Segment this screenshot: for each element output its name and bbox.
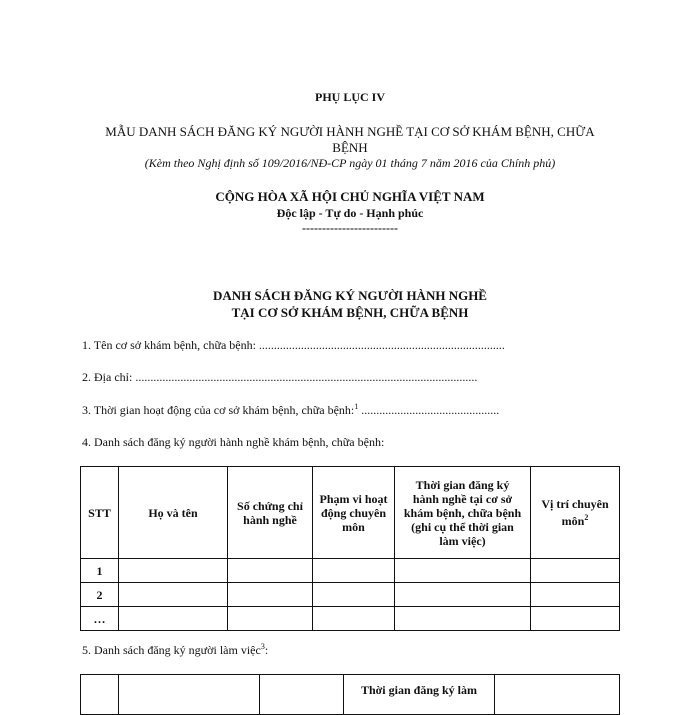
table-cell [531, 607, 620, 631]
table-cell [313, 559, 395, 583]
footnote-ref-3: 3 [260, 642, 265, 651]
header-cell [260, 675, 344, 715]
table-cell [313, 583, 395, 607]
row-number: 1 [81, 559, 119, 583]
table-cell [313, 607, 395, 631]
table-cell [228, 607, 313, 631]
header-cell [81, 675, 119, 715]
table-cell [531, 559, 620, 583]
staff-table-header-row [81, 675, 620, 715]
form-title-line1: MẪU DANH SÁCH ĐĂNG KÝ NGƯỜI HÀNH NGHỀ TẠI CƠ SỞ KHÁM BỆNH, CHỮA [105, 124, 595, 139]
table-header-row [81, 467, 620, 559]
table-row [81, 607, 620, 631]
header-cell [119, 675, 260, 715]
table-cell [119, 607, 228, 631]
field-operating-hours [82, 402, 499, 418]
staff-table [80, 674, 620, 715]
header-scope: Phạm vi hoạt động chuyên môn [313, 467, 395, 559]
row-number: … [81, 607, 119, 631]
header-registration-time: Thời gian đăng ký hành nghề tại cơ sở khám bệnh, chữa bệnh (ghi cụ thể thời gian làm việc) [395, 467, 531, 559]
national-motto: Độc lập - Tự do - Hạnh phúc [276, 206, 424, 220]
section4-heading: 4. Danh sách đăng ký người hành nghề khám bệnh, chữa bệnh: [82, 435, 385, 449]
form-title-line2: BỆNH [332, 140, 368, 155]
operating-hours-dots: .............................................. [358, 403, 500, 417]
table-cell [531, 583, 620, 607]
table-cell [395, 607, 531, 631]
footnote-ref-1: 1 [354, 402, 359, 411]
appendix-label: PHỤ LỤC IV [314, 90, 385, 104]
table-cell [395, 583, 531, 607]
header-registration-time-partial: Thời gian đăng ký làm [344, 675, 495, 715]
table-cell [119, 559, 228, 583]
table-cell [119, 583, 228, 607]
table-cell [395, 559, 531, 583]
header-certificate: Số chứng chỉ hành nghề [228, 467, 313, 559]
header-separator: ------------------------ [302, 221, 398, 235]
table-row [81, 559, 620, 583]
document-title-line1: DANH SÁCH ĐĂNG KÝ NGƯỜI HÀNH NGHỀ [213, 288, 487, 303]
header-stt: STT [81, 467, 119, 559]
document-title-line2: TẠI CƠ SỞ KHÁM BỆNH, CHỮA BỆNH [231, 305, 469, 320]
field-address: 2. Địa chỉ: .................................................................................................................. [82, 370, 478, 384]
table-cell [228, 583, 313, 607]
row-number: 2 [81, 583, 119, 607]
table-row [81, 583, 620, 607]
header-position: Vị trí chuyên môn$^2$ [531, 467, 620, 559]
field-facility-name: 1. Tên cơ sở khám bệnh, chữa bệnh: .................................................................................. [82, 338, 505, 352]
header-cell [495, 675, 620, 715]
decree-note: (Kèm theo Nghị định số 109/2016/NĐ-CP ngày 01 tháng 7 năm 2016 của Chính phủ) [144, 156, 556, 170]
footnote-ref-2: 2 [584, 513, 589, 522]
practitioner-table [80, 466, 620, 631]
table-cell [228, 559, 313, 583]
operating-hours-label: 3. Thời gian hoạt động của cơ sở khám bệnh, chữa bệnh: [82, 403, 355, 417]
header-name: Họ và tên [119, 467, 228, 559]
country-name: CỘNG HÒA XÃ HỘI CHỦ NGHĨA VIỆT NAM [215, 189, 485, 204]
section5-heading: 5. Danh sách đăng ký người làm việc$^3$: [82, 642, 269, 657]
